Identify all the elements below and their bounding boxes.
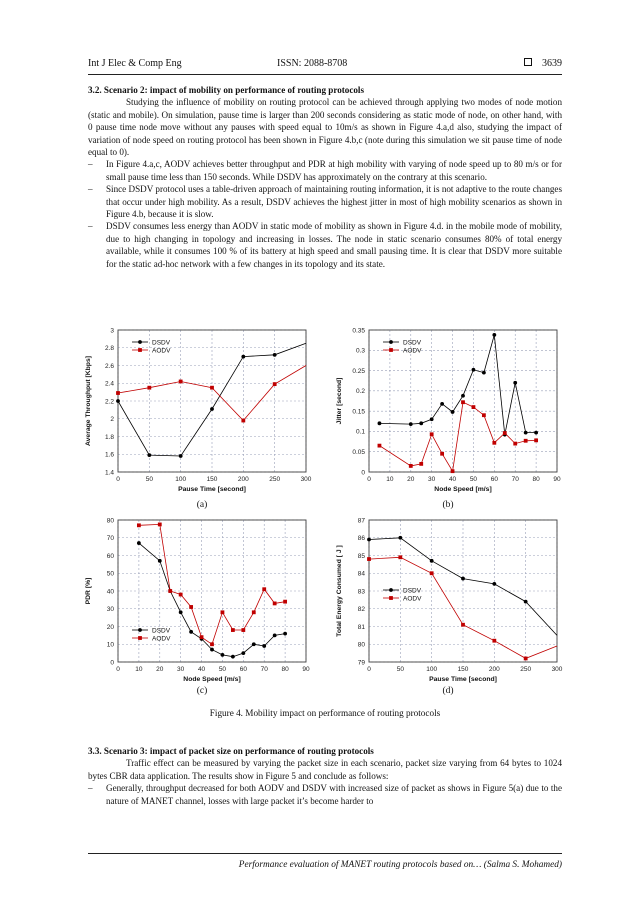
data-point-aodv (419, 462, 423, 466)
data-point-dsdv (210, 407, 214, 411)
data-point-aodv (273, 382, 277, 386)
footer-rule (88, 853, 562, 854)
data-point-aodv (398, 555, 402, 559)
y-tick-label: 0 (110, 659, 114, 667)
data-point-dsdv (147, 453, 151, 457)
legend-label: DSDV (403, 587, 422, 595)
data-point-dsdv (231, 655, 235, 659)
data-point-aodv (241, 419, 245, 423)
data-point-dsdv (367, 538, 371, 542)
bullet-dash: – (88, 783, 93, 794)
x-tick-label: 10 (135, 666, 143, 673)
y-tick-label: 80 (357, 641, 365, 649)
x-tick-label: 0 (116, 476, 120, 483)
y-tick-label: 70 (106, 535, 114, 543)
data-point-aodv (440, 452, 444, 456)
y-tick-label: 86 (357, 535, 365, 543)
data-point-dsdv (283, 632, 287, 636)
data-point-aodv (409, 464, 413, 468)
x-tick-label: 20 (156, 666, 164, 673)
legend-label: AODV (403, 347, 422, 355)
data-point-dsdv (210, 648, 214, 652)
x-tick-label: 80 (532, 476, 540, 483)
subfigure-label-b: (b) (442, 500, 454, 510)
data-point-aodv (221, 610, 225, 614)
data-point-dsdv (137, 541, 141, 545)
legend-marker (389, 596, 393, 600)
subfigure-label-a: (a) (196, 500, 208, 510)
legend-label: AODV (152, 347, 171, 355)
data-point-dsdv (472, 368, 476, 372)
data-point-dsdv (189, 630, 193, 634)
section-heading: 3.3. Scenario 3: impact of packet size on performance of routing protocols (88, 746, 374, 756)
section-3-3 (88, 745, 562, 807)
legend-marker (389, 340, 393, 344)
legend-label: AODV (152, 635, 171, 643)
x-tick-label: 50 (218, 666, 227, 673)
y-tick-label: 2.8 (104, 345, 114, 353)
x-tick-label: 100 (426, 666, 438, 673)
legend-label: AODV (403, 595, 422, 603)
list-item-text: Generally, throughput decreased for both AODV and DSDV with increased size of packet as shows in Figure 5(a) due to the nature of MANET channel, losses with large packet it’s become harder to (106, 783, 562, 806)
data-point-dsdv (262, 644, 266, 648)
data-point-aodv (430, 571, 434, 575)
data-point-dsdv (273, 353, 277, 357)
journal-name: Int J Elec & Comp Eng (88, 58, 182, 69)
x-tick-label: 150 (206, 476, 218, 483)
data-point-aodv (273, 602, 277, 606)
y-tick-label: 0.35 (352, 327, 365, 335)
x-tick-label: 0 (367, 476, 371, 483)
subfigure-label-c: (c) (196, 686, 208, 696)
y-tick-label: 1.4 (104, 469, 114, 477)
data-point-dsdv (492, 333, 496, 337)
x-tick-label: 250 (520, 666, 532, 673)
legend-label: DSDV (152, 339, 171, 347)
x-tick-label: 10 (386, 476, 394, 483)
data-point-aodv (503, 431, 507, 435)
y-tick-label: 0 (361, 469, 365, 477)
y-tick-label: 3 (110, 327, 114, 335)
list-item (88, 158, 562, 183)
y-tick-label: 0.1 (355, 428, 365, 436)
y-tick-label: 20 (106, 623, 114, 631)
data-point-aodv (200, 635, 204, 639)
data-point-dsdv (398, 536, 402, 540)
legend-marker (138, 340, 142, 344)
data-point-aodv (482, 413, 486, 417)
y-tick-label: 0.15 (352, 408, 365, 416)
data-point-dsdv (409, 422, 413, 426)
list-item-text: DSDV consumes less energy than AODV in static mode of mobility as shown in Figure 4.d. in the mobile mode of mobility, due to high changing in topology and increasing in losses. The node in static scenario consumes 80% of total energy available, while it consumes 100 % of its battery at high speed and small pausing time. It is clear that DSDV more suitable for the static ad-hoc network with a few changes in its topology and its state. (106, 221, 562, 269)
data-point-dsdv (430, 559, 434, 563)
x-tick-label: 200 (488, 666, 500, 673)
x-axis-label: Pause Time [second] (178, 486, 246, 493)
y-tick-label: 83 (357, 588, 365, 596)
y-tick-label: 50 (106, 570, 114, 578)
data-point-aodv (116, 391, 120, 395)
data-point-dsdv (241, 355, 245, 359)
chart-throughput (82, 320, 312, 498)
data-point-aodv (534, 438, 538, 442)
data-point-aodv (179, 380, 183, 384)
chart-pdr (82, 510, 312, 688)
y-tick-label: 0.2 (355, 388, 365, 396)
x-tick-label: 0 (367, 666, 371, 673)
data-point-aodv (231, 628, 235, 632)
list-item (88, 183, 562, 220)
data-point-aodv (210, 642, 214, 646)
legend-marker (138, 636, 142, 640)
data-point-aodv (378, 444, 382, 448)
bullet-dash: – (88, 159, 93, 170)
y-tick-label: 81 (357, 623, 365, 631)
y-tick-label: 30 (106, 606, 114, 614)
y-tick-label: 79 (357, 659, 365, 667)
y-tick-label: 2.2 (104, 398, 114, 406)
y-tick-label: 87 (357, 517, 365, 525)
x-tick-label: 300 (300, 476, 312, 483)
data-point-dsdv (273, 633, 277, 637)
x-axis-label: Pause Time [second] (429, 676, 497, 683)
x-tick-label: 70 (511, 476, 519, 483)
legend-label: DSDV (403, 339, 422, 347)
data-point-dsdv (158, 559, 162, 563)
x-tick-label: 40 (448, 476, 457, 483)
data-point-dsdv (524, 600, 528, 604)
data-point-aodv (430, 432, 434, 436)
bullet-dash: – (88, 221, 93, 232)
data-point-aodv (262, 587, 266, 591)
legend-marker (389, 588, 393, 592)
data-point-dsdv (461, 394, 465, 398)
chart-jitter (333, 320, 563, 498)
data-point-dsdv (430, 417, 434, 421)
checkbox-square-icon (524, 58, 532, 66)
list-item (88, 220, 562, 270)
list-item-text: Since DSDV protocol uses a table-driven approach of maintaining routing information, it is not adaptive to the route changes that occur under high mobility. As a result, DSDV achieves the highest jitter in most of high mobility scenarios as shown in Figure 4.b, because it is slow. (106, 184, 562, 220)
y-tick-label: 10 (106, 641, 114, 649)
data-point-dsdv (252, 642, 256, 646)
list-item (88, 782, 562, 807)
x-axis-label: Node Speed [m/s] (434, 486, 492, 493)
x-tick-label: 20 (407, 476, 415, 483)
data-point-dsdv (461, 577, 465, 581)
x-tick-label: 70 (260, 666, 268, 673)
x-tick-label: 100 (175, 476, 187, 483)
y-tick-label: 1.6 (104, 451, 114, 459)
x-tick-label: 0 (116, 666, 120, 673)
data-point-dsdv (419, 421, 423, 425)
data-point-dsdv (482, 371, 486, 375)
data-point-dsdv (241, 651, 245, 655)
data-point-dsdv (513, 381, 517, 385)
y-tick-label: 2.6 (104, 362, 114, 370)
y-axis-label: Average Throughput [Kbps] (85, 356, 92, 446)
data-point-dsdv (179, 610, 183, 614)
legend-marker (389, 348, 393, 352)
y-axis-label: PDR [%] (85, 577, 92, 605)
x-tick-label: 250 (269, 476, 281, 483)
subfigure-label-d: (d) (442, 686, 454, 696)
data-point-dsdv (179, 454, 183, 458)
x-tick-label: 30 (177, 666, 185, 673)
section-3-2 (88, 84, 562, 270)
data-point-dsdv (492, 582, 496, 586)
y-tick-label: 84 (357, 570, 365, 578)
running-footer: Performance evaluation of MANET routing protocols based on… (Salma S. Mohamed) (238, 860, 562, 870)
data-point-aodv (461, 623, 465, 627)
issn: ISSN: 2088-8708 (277, 58, 348, 69)
page-number-wrap (524, 58, 562, 69)
y-tick-label: 60 (106, 552, 114, 560)
header-rule (88, 74, 562, 75)
x-tick-label: 50 (469, 476, 478, 483)
paragraph: Traffic effect can be measured by varying the packet size in each scenario, packet size varying from 64 bytes to 1024 bytes CBR data application. The results show in Figure 5 and conclude as follows: (88, 758, 562, 781)
data-point-dsdv (534, 431, 538, 435)
data-point-aodv (168, 589, 172, 593)
data-point-aodv (492, 441, 496, 445)
data-point-aodv (524, 439, 528, 443)
y-tick-label: 80 (106, 517, 114, 525)
data-point-aodv (158, 523, 162, 527)
paragraph: Studying the influence of mobility on routing protocol can be achieved through applying two modes of node motion (static and mobile). On simulation, pause time is larger than 200 seconds considering as static mode of node, on other hand, with 0 pause time node move without any pauses with speed equal to 10m/s as shown in Figure 4.a,d also, studying the impact of variation of node speed on routing protocol has been shown in Figure 4.b,c (note during this simulation we sit pause time of node equal to 0). (88, 97, 562, 158)
x-tick-label: 300 (551, 666, 563, 673)
chart-energy (333, 510, 563, 688)
data-point-aodv (179, 593, 183, 597)
y-tick-label: 2.4 (104, 380, 114, 388)
x-tick-label: 200 (237, 476, 249, 483)
legend-marker (138, 348, 142, 352)
y-tick-label: 2 (110, 416, 114, 424)
data-point-aodv (189, 605, 193, 609)
data-point-dsdv (451, 410, 455, 414)
data-point-aodv (252, 610, 256, 614)
data-point-aodv (472, 405, 476, 409)
section-heading: 3.2. Scenario 2: impact of mobility on performance of routing protocols (88, 85, 364, 95)
data-point-dsdv (116, 399, 120, 403)
bullet-list (88, 782, 562, 807)
legend-label: DSDV (152, 627, 171, 635)
data-point-aodv (241, 628, 245, 632)
page-number: 3639 (542, 58, 562, 69)
data-point-dsdv (221, 653, 225, 657)
data-point-aodv (492, 639, 496, 643)
data-point-aodv (283, 600, 287, 604)
y-tick-label: 82 (357, 606, 365, 614)
x-tick-label: 30 (428, 476, 436, 483)
x-tick-label: 150 (457, 666, 469, 673)
y-tick-label: 85 (357, 552, 365, 560)
y-tick-label: 40 (106, 588, 114, 596)
y-tick-label: 0.3 (355, 347, 365, 355)
x-tick-label: 90 (302, 666, 310, 673)
data-point-aodv (451, 469, 455, 473)
data-point-aodv (524, 657, 528, 661)
bullet-dash: – (88, 184, 93, 195)
figure-caption: Figure 4. Mobility impact on performance of routing protocols (209, 708, 441, 718)
x-tick-label: 90 (553, 476, 561, 483)
data-point-dsdv (524, 431, 528, 435)
data-point-aodv (367, 557, 371, 561)
data-point-aodv (461, 400, 465, 404)
legend-marker (138, 628, 142, 632)
x-tick-label: 50 (396, 666, 404, 673)
y-axis-label: Jitter [second] (336, 377, 343, 425)
bullet-list (88, 158, 562, 270)
y-tick-label: 0.25 (352, 367, 365, 375)
data-point-aodv (210, 386, 214, 390)
data-point-aodv (137, 523, 141, 527)
data-point-dsdv (440, 402, 444, 406)
y-tick-label: 1.8 (104, 433, 114, 441)
x-tick-label: 50 (145, 476, 153, 483)
x-tick-label: 40 (197, 666, 206, 673)
y-tick-label: 0.05 (352, 449, 365, 457)
x-tick-label: 60 (239, 666, 247, 673)
x-tick-label: 60 (490, 476, 498, 483)
x-axis-label: Node Speed [m/s] (183, 676, 241, 683)
list-item-text: In Figure 4.a,c, AODV achieves better throughput and PDR at high mobility with varying of node speed up to 80 m/s or for small pause time less than 150 seconds. While DSDV has approximately on the contrary at this scenario. (106, 159, 562, 182)
y-axis-label: Total Energy Consumed [ J ] (336, 545, 343, 637)
data-point-dsdv (378, 421, 382, 425)
running-header (88, 58, 562, 72)
x-tick-label: 80 (281, 666, 289, 673)
data-point-aodv (513, 442, 517, 446)
data-point-aodv (147, 386, 151, 390)
